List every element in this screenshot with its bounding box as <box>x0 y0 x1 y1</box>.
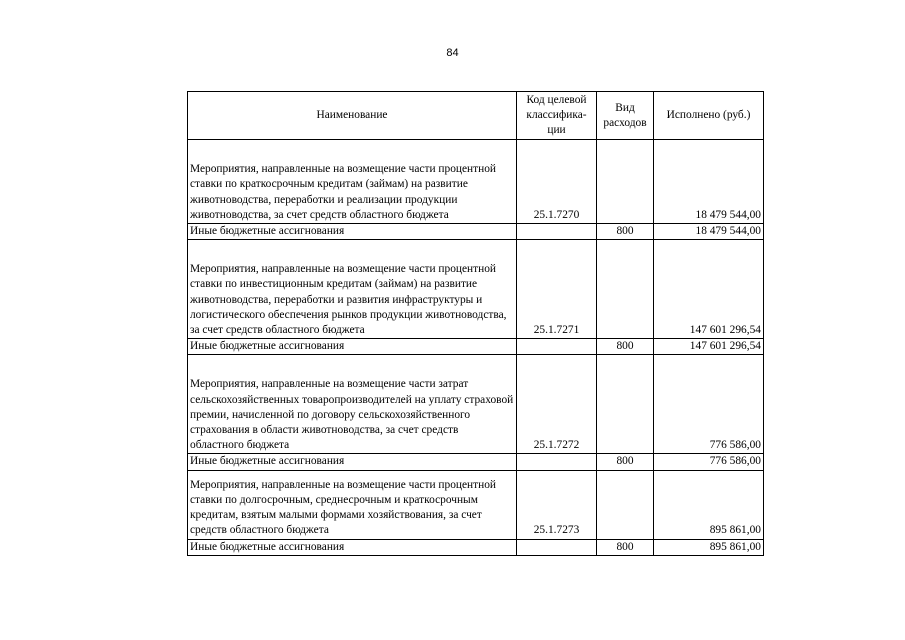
row-amount: 776 586,00 <box>654 454 764 470</box>
page-number: 84 <box>446 47 459 59</box>
table-row <box>188 339 764 355</box>
row-amount: 18 479 544,00 <box>654 140 764 224</box>
row-code: 25.1.7271 <box>517 240 597 339</box>
row-code: 25.1.7270 <box>517 140 597 224</box>
table-row <box>188 454 764 470</box>
row-code <box>517 224 597 240</box>
row-code <box>517 339 597 355</box>
expenditure-table <box>187 91 764 556</box>
table-row <box>188 355 764 454</box>
row-name: Иные бюджетные ассигнования <box>188 454 517 470</box>
table-row <box>188 140 764 224</box>
table-row <box>188 470 764 539</box>
row-name: Мероприятия, направленные на возмещение части процентной ставки по краткосрочным кредитам (займам) на развитие животноводства, переработки и реализации продукции животноводства, за счет средств областного бюджета <box>188 140 517 224</box>
row-amount: 147 601 296,54 <box>654 240 764 339</box>
row-type <box>597 140 654 224</box>
row-type: 800 <box>597 454 654 470</box>
row-name: Иные бюджетные ассигнования <box>188 339 517 355</box>
row-type <box>597 470 654 539</box>
header-amount: Исполнено (руб.) <box>654 92 764 140</box>
header-name: Наименование <box>188 92 517 140</box>
row-amount: 18 479 544,00 <box>654 224 764 240</box>
row-type: 800 <box>597 539 654 555</box>
row-amount: 147 601 296,54 <box>654 339 764 355</box>
header-code: Код целевой классифика-ции <box>517 92 597 140</box>
row-amount: 776 586,00 <box>654 355 764 454</box>
row-name: Иные бюджетные ассигнования <box>188 539 517 555</box>
row-type <box>597 355 654 454</box>
row-name: Иные бюджетные ассигнования <box>188 224 517 240</box>
row-code: 25.1.7273 <box>517 470 597 539</box>
table-row <box>188 224 764 240</box>
row-type: 800 <box>597 339 654 355</box>
row-amount: 895 861,00 <box>654 539 764 555</box>
row-type <box>597 240 654 339</box>
table-row <box>188 240 764 339</box>
table-row <box>188 539 764 555</box>
row-name: Мероприятия, направленные на возмещение части процентной ставки по инвестиционным кредитам (займам) на развитие животноводства, переработки и развития инфраструктуры и логистического обеспечения рынков продукции животноводства, за счет средств областного бюджета <box>188 240 517 339</box>
row-name: Мероприятия, направленные на возмещение части затрат сельскохозяйственных товаропроизводителей на уплату страховой премии, начисленной по договору сельскохозяйственного страхования в области животноводства, за счет средств областного бюджета <box>188 355 517 454</box>
row-amount: 895 861,00 <box>654 470 764 539</box>
row-code <box>517 454 597 470</box>
row-code: 25.1.7272 <box>517 355 597 454</box>
row-name: Мероприятия, направленные на возмещение части процентной ставки по долгосрочным, среднесрочным и краткосрочным кредитам, взятым малыми формами хозяйствования, за счет средств областного бюджета <box>188 470 517 539</box>
header-type: Вид расходов <box>597 92 654 140</box>
row-code <box>517 539 597 555</box>
row-type: 800 <box>597 224 654 240</box>
table-header-row <box>188 92 764 140</box>
